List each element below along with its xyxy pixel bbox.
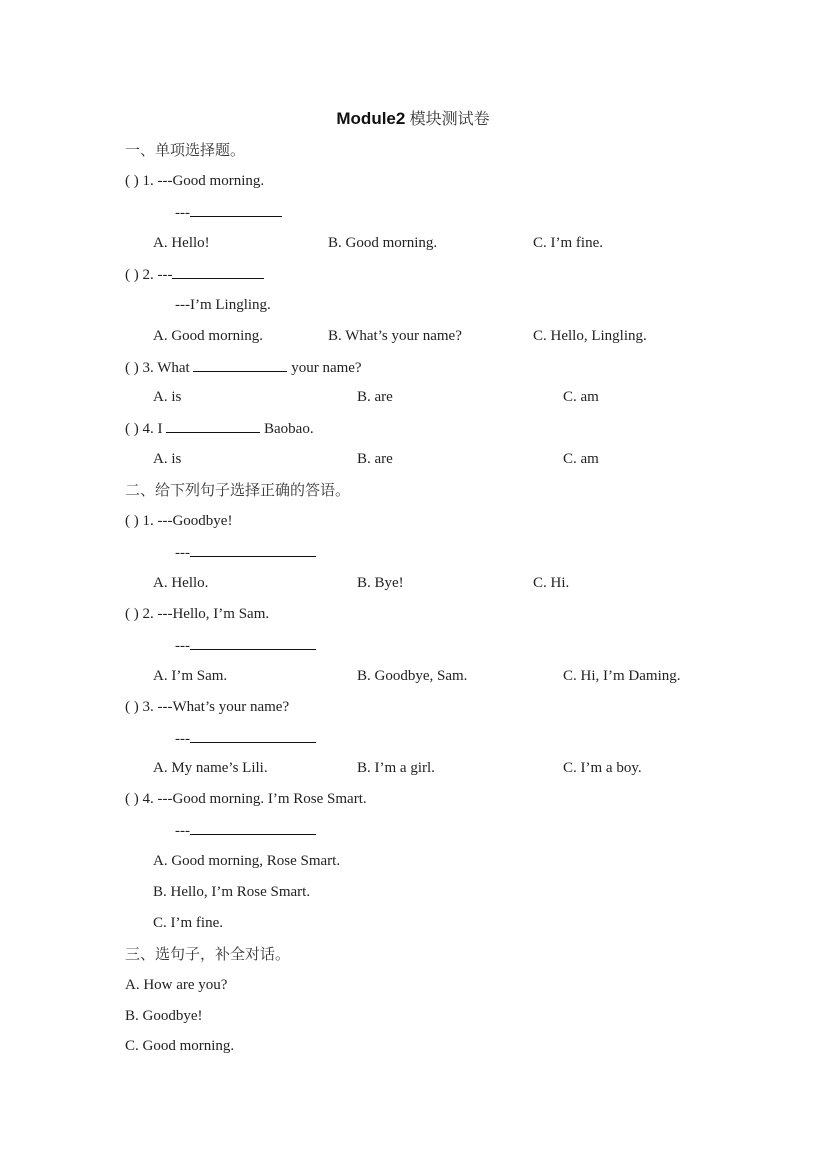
s1-q4-option-a: A. is xyxy=(153,451,182,467)
response-dashes: --- xyxy=(175,205,190,221)
response-dashes: --- xyxy=(175,731,190,747)
s2-q4-option-b: B. Hello, I’m Rose Smart. xyxy=(153,884,311,900)
s2-q3-option-a: A. My name’s Lili. xyxy=(153,760,268,776)
section-2-heading: 二、给下列句子选择正确的答语。 xyxy=(125,481,351,499)
title-module: Module2 xyxy=(336,109,406,128)
stem-before: ( ) 4. I xyxy=(125,421,167,437)
s2-q2-stem: ( ) 2. ---Hello, I’m Sam. xyxy=(125,606,270,622)
stem-text: ( ) 2. --- xyxy=(125,267,173,283)
s2-q1-stem: ( ) 1. ---Goodbye! xyxy=(125,513,233,529)
section-1-heading: 一、单项选择题。 xyxy=(125,141,246,159)
response-dashes: --- xyxy=(175,638,190,654)
response-dashes: --- xyxy=(175,545,190,561)
s1-q3-option-b: B. are xyxy=(357,389,393,405)
s2-q4-stem: ( ) 4. ---Good morning. I’m Rose Smart. xyxy=(125,791,367,807)
s2-q1-option-c: C. Hi. xyxy=(533,575,570,591)
s1-q1-option-a: A. Hello! xyxy=(153,235,210,251)
answer-blank[interactable] xyxy=(190,820,316,835)
s1-q1-response xyxy=(175,202,282,223)
s3-choice-a: A. How are you? xyxy=(125,977,228,993)
s2-q1-response xyxy=(175,542,316,563)
s2-q3-option-b: B. I’m a girl. xyxy=(357,760,435,776)
s1-q3-option-c: C. am xyxy=(563,389,599,405)
stem-after: your name? xyxy=(287,360,362,376)
s2-q3-stem: ( ) 3. ---What’s your name? xyxy=(125,699,290,715)
s1-q3-stem xyxy=(125,357,362,378)
s2-q2-option-c: C. Hi, I’m Daming. xyxy=(563,668,681,684)
s2-q3-response xyxy=(175,728,316,749)
s1-q4-option-c: C. am xyxy=(563,451,599,467)
s1-q2-stem xyxy=(125,264,264,285)
stem-after: Baobao. xyxy=(260,421,314,437)
title-test-paper: 模块测试卷 xyxy=(409,109,490,128)
answer-blank[interactable] xyxy=(172,264,264,279)
section-3-heading: 三、选句子，补全对话。 xyxy=(125,945,291,963)
s1-q2-response: ---I’m Lingling. xyxy=(175,297,271,313)
s2-q3-option-c: C. I’m a boy. xyxy=(563,760,642,776)
page-title xyxy=(0,106,826,129)
s2-q1-option-a: A. Hello. xyxy=(153,575,209,591)
s1-q4-stem xyxy=(125,418,314,439)
answer-blank[interactable] xyxy=(193,357,287,372)
s2-q4-option-c: C. I’m fine. xyxy=(153,915,223,931)
s2-q2-response xyxy=(175,635,316,656)
s3-choice-b: B. Goodbye! xyxy=(125,1008,203,1024)
s1-q2-option-c: C. Hello, Lingling. xyxy=(533,328,647,344)
s2-q1-option-b: B. Bye! xyxy=(357,575,404,591)
answer-blank[interactable] xyxy=(166,418,260,433)
answer-blank[interactable] xyxy=(190,728,316,743)
s3-choice-c: C. Good morning. xyxy=(125,1038,235,1054)
answer-blank[interactable] xyxy=(190,542,316,557)
s2-q4-option-a: A. Good morning, Rose Smart. xyxy=(153,853,341,869)
s1-q4-option-b: B. are xyxy=(357,451,393,467)
s1-q1-option-b: B. Good morning. xyxy=(328,235,438,251)
s1-q1-stem: ( ) 1. ---Good morning. xyxy=(125,173,265,189)
s2-q2-option-b: B. Goodbye, Sam. xyxy=(357,668,468,684)
s1-q1-option-c: C. I’m fine. xyxy=(533,235,603,251)
s2-q2-option-a: A. I’m Sam. xyxy=(153,668,228,684)
s2-q4-response xyxy=(175,820,316,841)
answer-blank[interactable] xyxy=(190,635,316,650)
answer-blank[interactable] xyxy=(190,202,282,217)
s1-q2-option-b: B. What’s your name? xyxy=(328,328,462,344)
stem-before: ( ) 3. What xyxy=(125,360,194,376)
s1-q2-option-a: A. Good morning. xyxy=(153,328,263,344)
response-dashes: --- xyxy=(175,823,190,839)
s1-q3-option-a: A. is xyxy=(153,389,182,405)
